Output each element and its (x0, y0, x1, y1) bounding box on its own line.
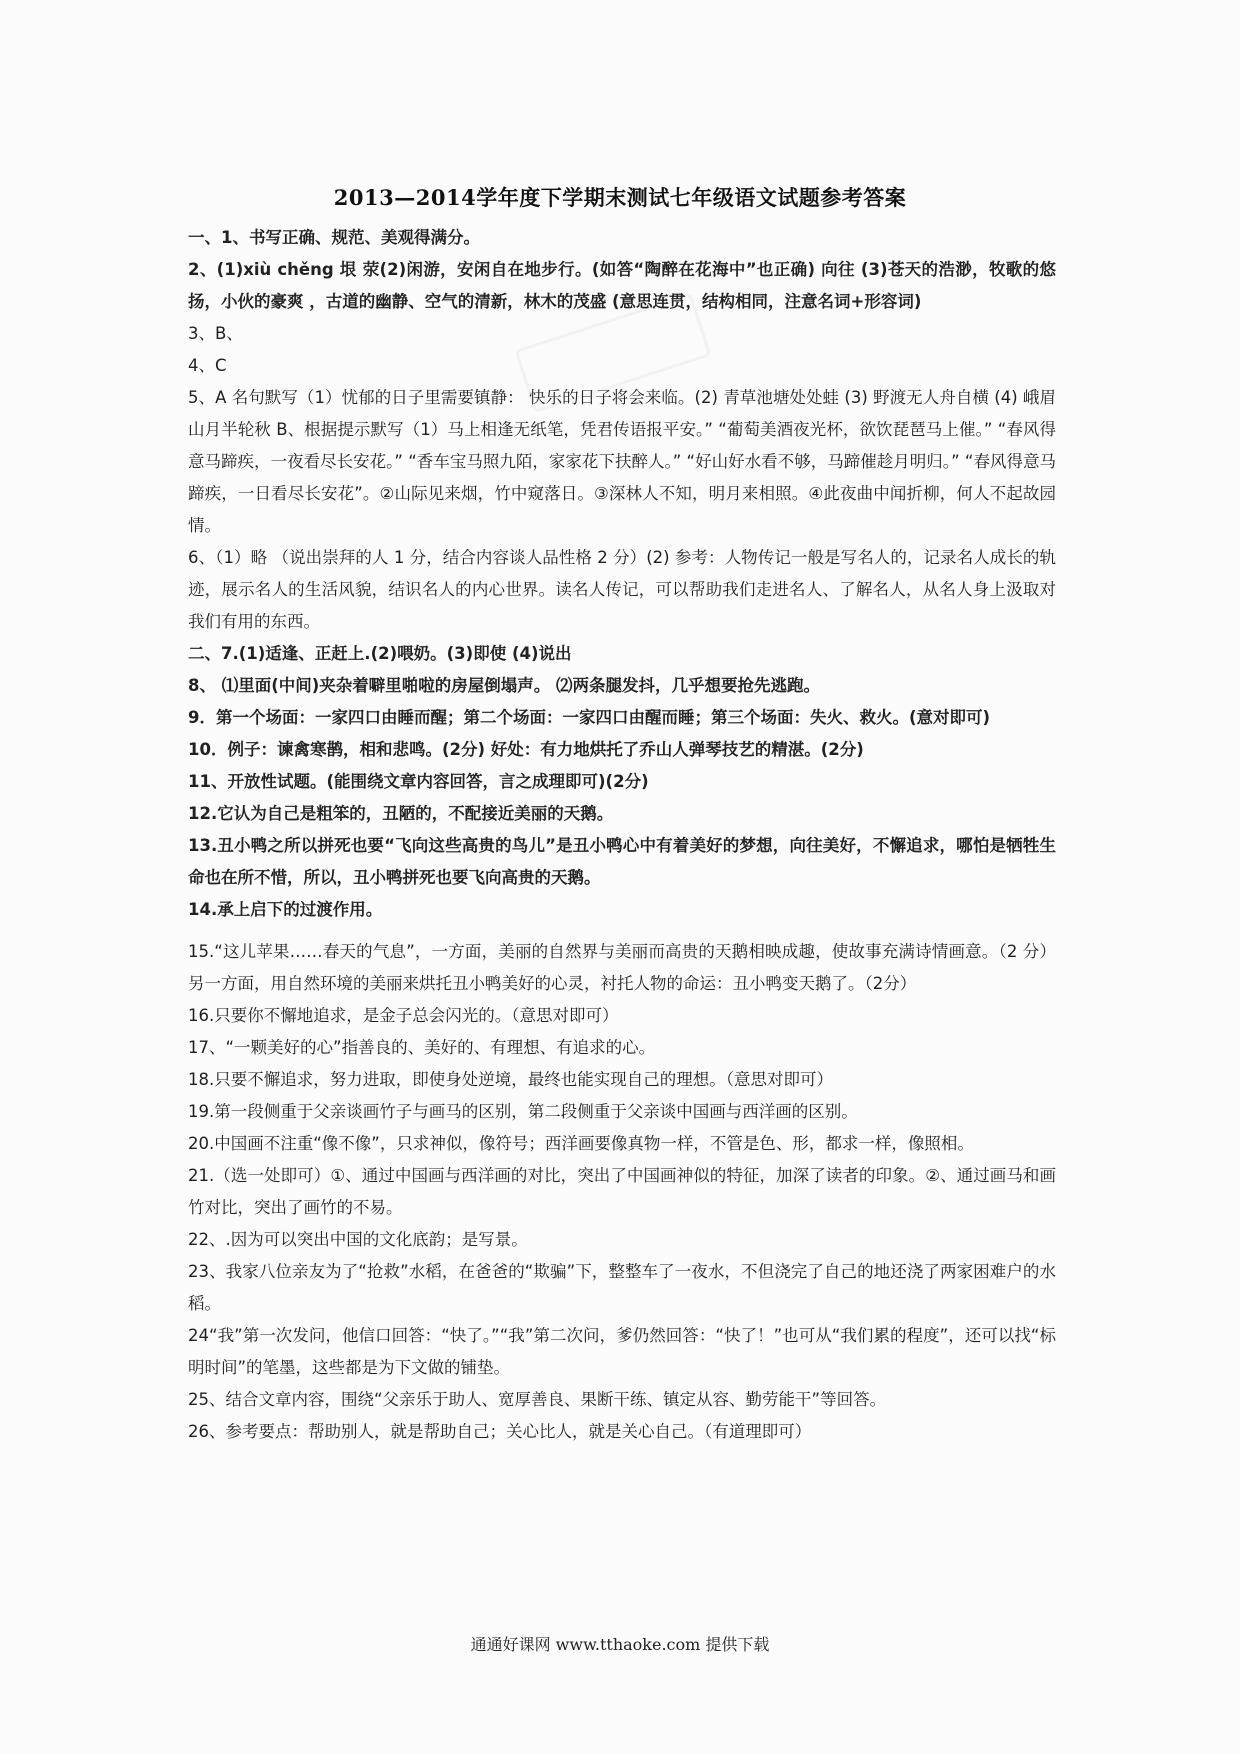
answer-paragraph: 25、结合文章内容，围绕“父亲乐于助人、宽厚善良、果断干练、镇定从容、勤劳能干”等回答。 (188, 1390, 887, 1409)
answer-paragraph: 5、A 名句默写（1）忧郁的日子里需要镇静： 快乐的日子将会来临。(2) 青草池塘处处蛙 (3) 野渡无人舟自横 (4) 峨眉山月半轮秋 B、根据提示默写（1）马上相逢无纸笔，凭君传语报平安。” “葡萄美酒夜光杯，欲饮琵琶马上催。” “春风得意马蹄疾，一夜看尽长安花。” “香车宝马照九陌，家家花下扶醉人。” “好山好水看不够，马蹄催趁月明归。” “春风得意马蹄疾，一日看尽长安花”。②山际见来烟，竹中窥落日。③深林人不知，明月来相照。④此夜曲中闻折柳，何人不起故园情。 (188, 388, 1056, 535)
answer-paragraph: 10．例子：谏禽寒鹊，相和悲鸣。(2分) 好处：有力地烘托了乔山人弹琴技艺的精湛。(2分) (188, 740, 864, 759)
document-title: 2013—2014学年度下学期末测试七年级语文试题参考答案 (333, 185, 907, 210)
answer-paragraph: 19.第一段侧重于父亲谈画竹子与画马的区别，第二段侧重于父亲谈中国画与西洋画的区别。 (188, 1102, 858, 1121)
answer-paragraph: 6、（1）略 （说出崇拜的人 1 分，结合内容谈人品性格 2 分）(2) 参考：人物传记一般是写名人的，记录名人成长的轨迹，展示名人的生活风貌，结识名人的内心世界。读名人传记，可以帮助我们走进名人、了解名人，从名人身上汲取对我们有用的东西。 (188, 548, 1056, 631)
answer-paragraph: 16.只要你不懈地追求，是金子总会闪光的。（意思对即可） (188, 1006, 619, 1025)
download-footer: 通通好课网 www.tthaoke.com 提供下载 (470, 1635, 770, 1654)
answer-paragraph: 11、开放性试题。(能围绕文章内容回答，言之成理即可)(2分) (188, 772, 649, 791)
answer-paragraph: 一、1、书写正确、规范、美观得满分。 (188, 228, 480, 247)
answer-paragraph: 14.承上启下的过渡作用。 (188, 900, 383, 919)
answer-paragraph: 12.它认为自己是粗笨的，丑陋的，不配接近美丽的天鹅。 (188, 804, 614, 823)
answer-paragraph: 24“我”第一次发问，他信口回答：“快了。”“我”第二次问，爹仍然回答：“快了！”也可从“我们累的程度”，还可以找“标明时间”的笔墨，这些都是为下文做的铺垫。 (188, 1326, 1056, 1377)
answer-paragraph: 22、.因为可以突出中国的文化底韵；是写景。 (188, 1230, 528, 1249)
answer-paragraph: 9．第一个场面：一家四口由睡而醒；第二个场面：一家四口由醒而睡；第三个场面：失火、救火。(意对即可) (188, 708, 991, 727)
answer-paragraph: 20.中国画不注重“像不像”，只求神似，像符号；西洋画要像真物一样，不管是色、形，都求一样，像照相。 (188, 1134, 974, 1153)
answer-list (188, 222, 1056, 1448)
answer-paragraph: 二、7.(1)适逢、正赶上.(2)喂奶。(3)即使 (4)说出 (188, 644, 572, 663)
answer-paragraph: 26、参考要点：帮助别人，就是帮助自己；关心比人，就是关心自己。（有道理即可） (188, 1422, 812, 1441)
answer-paragraph: 17、“一颗美好的心”指善良的、美好的、有理想、有追求的心。 (188, 1038, 656, 1057)
answer-paragraph: 3、B、 (188, 324, 243, 343)
answer-paragraph: 15.“这儿苹果……春天的气息”，一方面，美丽的自然界与美丽而高贵的天鹅相映成趣，使故事充满诗情画意。（2 分）另一方面，用自然环境的美丽来烘托丑小鸭美好的心灵，衬托人物的命运：丑小鸭变天鹅了。（2分） (188, 942, 1056, 993)
answer-paragraph: 2、(1)xiù chěng 垠 荥(2)闲游，安闲自在地步行。(如答“陶醉在花海中”也正确) 向往 (3)苍天的浩渺，牧歌的悠扬，小伙的豪爽 ，古道的幽静、空气的清新，林木的茂盛 (意思连贯，结构相同，注意名词+形容词) (188, 260, 1056, 311)
answer-paragraph: 18.只要不懈追求，努力进取，即使身处逆境，最终也能实现自己的理想。（意思对即可） (188, 1070, 833, 1089)
answer-paragraph: 8、 ⑴里面(中间)夹杂着噼里啪啦的房屋倒塌声。 ⑵两条腿发抖，几乎想要抢先逃跑。 (188, 676, 821, 695)
answer-paragraph: 21.（选一处即可）①、通过中国画与西洋画的对比，突出了中国画神似的特征，加深了读者的印象。②、通过画马和画竹对比，突出了画竹的不易。 (188, 1166, 1056, 1217)
answer-paragraph: 4、C (188, 356, 227, 375)
answer-paragraph: 13.丑小鸭之所以拼死也要“飞向这些高贵的鸟儿”是丑小鸭心中有着美好的梦想，向往美好，不懈追求，哪怕是牺牲生命也在所不惜，所以，丑小鸭拼死也要飞向高贵的天鹅。 (188, 836, 1056, 887)
answer-paragraph: 23、我家八位亲友为了“抢救”水稻，在爸爸的“欺骗”下，整整车了一夜水，不但浇完了自己的地还浇了两家困难户的水稻。 (188, 1262, 1056, 1313)
